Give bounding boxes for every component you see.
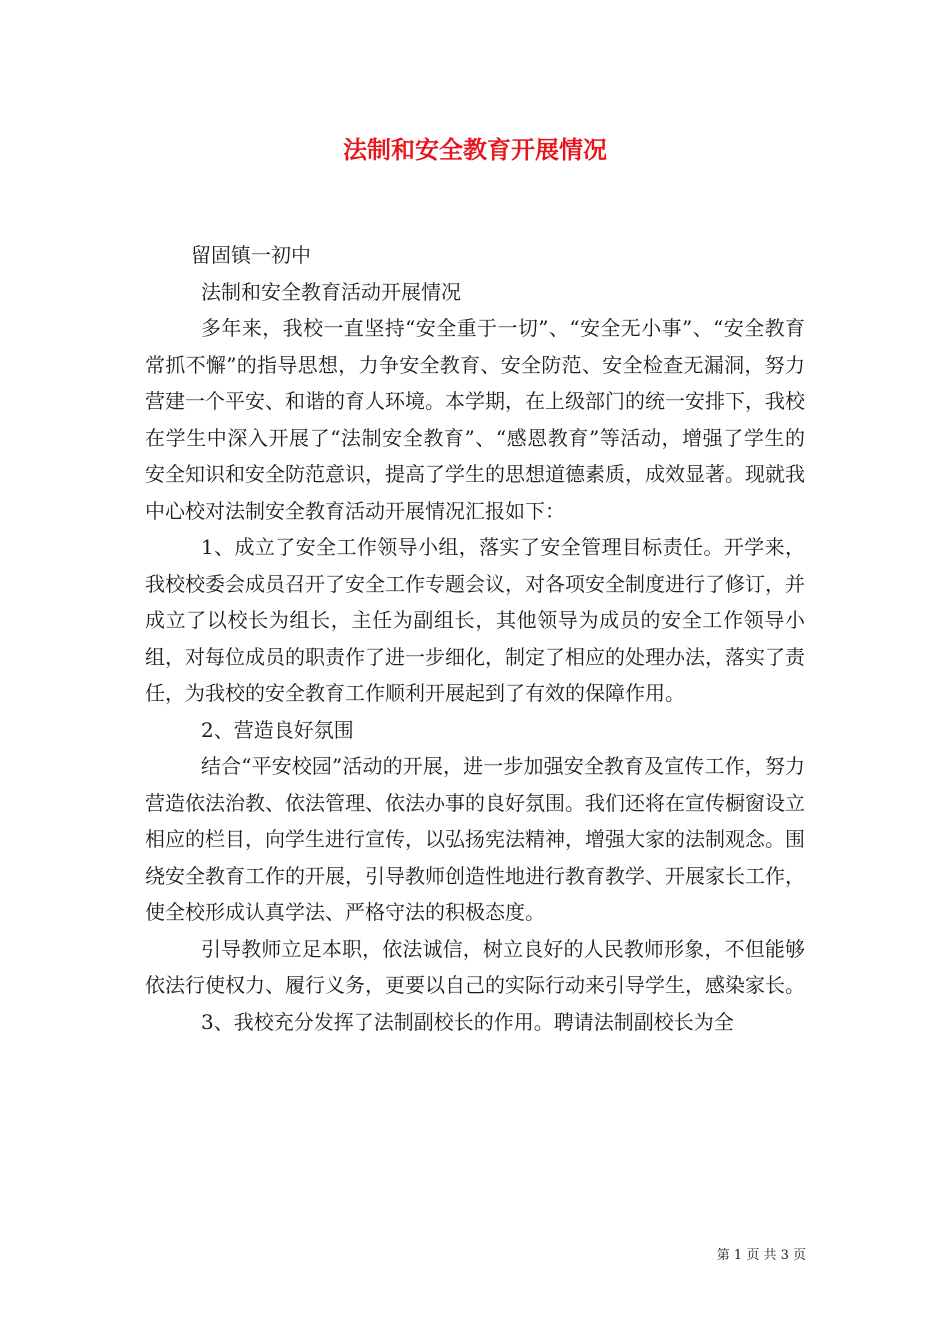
document-subtitle: 法制和安全教育活动开展情况 xyxy=(201,279,461,304)
paragraph-item-2-body: 结合“平安校园”活动的开展，进一步加强安全教育及宣传工作，努力营造依法治教、依法管理、依法办事的良好氛围。我们还将在宣传橱窗设立相应的栏目，向学生进行宣传，以弘扬宪法精神，增强大家的法制观念。围绕安全教育工作的开展，引导教师创造性地进行教育教学、开展家长工作，使全校形成认真学法、严格守法的积极态度。 xyxy=(145,754,805,924)
school-name: 留固镇一初中 xyxy=(191,243,311,267)
paragraph-teachers: 引导教师立足本职，依法诚信，树立良好的人民教师形象，不但能够依法行使权力、履行义务，更要以自己的实际行动来引导学生，感染家长。 xyxy=(145,936,805,997)
paragraph-intro: 多年来，我校一直坚持“安全重于一切”、“安全无小事”、“安全教育常抓不懈”的指导思想，力争安全教育、安全防范、安全检查无漏洞，努力营建一个平安、和谐的育人环境。本学期，在上级部门的统一安排下，我校在学生中深入开展了“法制安全教育”、“感恩教育”等活动，增强了学生的安全知识和安全防范意识，提高了学生的思想道德素质，成效显著。现就我中心校对法制安全教育活动开展情况汇报如下： xyxy=(145,316,805,523)
document-body xyxy=(145,237,805,1040)
paragraph-item-2-heading: 2、营造良好氛围 xyxy=(201,717,354,742)
paragraph-item-1: 1、成立了安全工作领导小组，落实了安全管理目标责任。开学来，我校校委会成员召开了安全工作专题会议，对各项安全制度进行了修订，并成立了以校长为组长，主任为副组长，其他领导为成员的安全工作领导小组，对每位成员的职责作了进一步细化，制定了相应的处理办法，落实了责任，为我校的安全教育工作顺利开展起到了有效的保障作用。 xyxy=(145,535,805,705)
page-number: 第 1 页 共 3 页 xyxy=(716,1248,806,1263)
page-title: 法制和安全教育开展情况 xyxy=(343,135,607,164)
paragraph-item-3: 3、我校充分发挥了法制副校长的作用。聘请法制副校长为全 xyxy=(201,1009,734,1034)
